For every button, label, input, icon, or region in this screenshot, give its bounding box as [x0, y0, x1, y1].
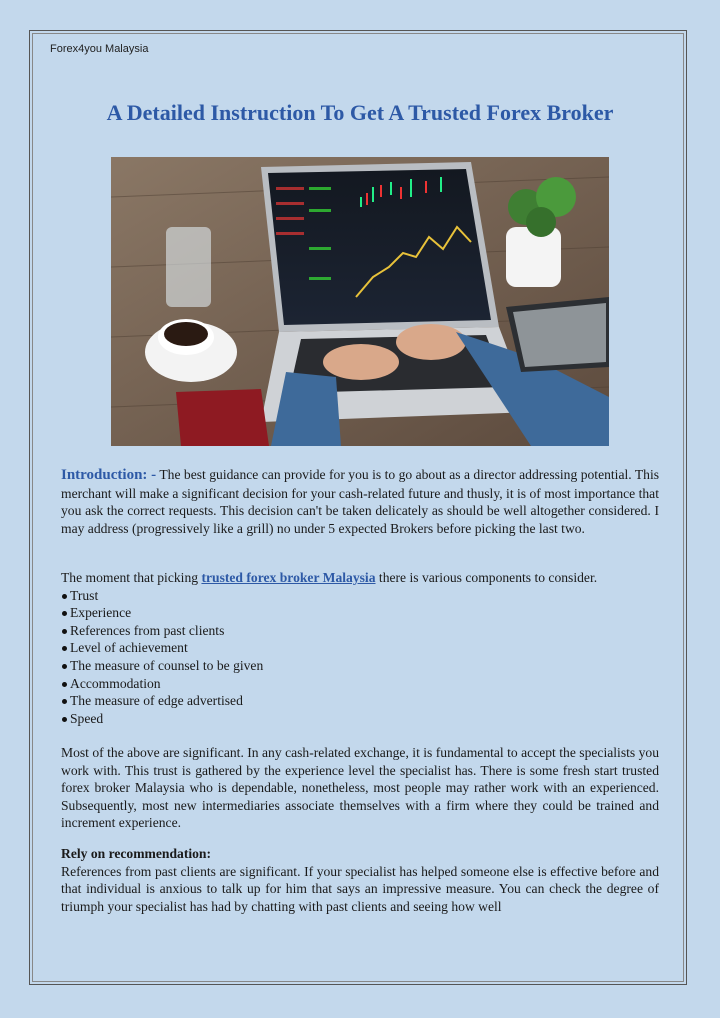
hero-illustration	[111, 157, 609, 446]
trust-paragraph: Most of the above are significant. In any cash-related exchange, it is fundamental to accept the specialists you work with. This trust is gathered by the experience level the specialist has. There is some fresh start trusted forex broker Malaysia who is dependable, nonetheless, most people may rather work with an experienced. Subsequently, most new intermediaries associate themselves with a firm where they could be trained and increment experience.	[61, 745, 659, 831]
intro-text: The best guidance can provide for you is to go about as a director addressing potential. This merchant will make a significant decision for your cash-related future and thusly, it is of most importance that you ask the correct requests. This decision can't be taken delicately as should be well altogether considered. I may address (progressively like a grill) no under 5 expected Brokers before picking the last two.	[61, 467, 660, 536]
components-section	[61, 569, 659, 727]
components-prefix: The moment that picking	[61, 570, 199, 585]
site-name-header: Forex4you Malaysia	[50, 43, 149, 55]
list-item: References from past clients	[61, 622, 659, 640]
list-item: Speed	[61, 710, 659, 728]
intro-label: Introduction: -	[61, 467, 157, 483]
list-item: The measure of counsel to be given	[61, 657, 659, 675]
components-intro	[61, 569, 659, 587]
trusted-broker-link[interactable]: trusted forex broker Malaysia	[201, 570, 376, 585]
recommendation-heading: Rely on recommendation:	[61, 846, 212, 861]
list-item: The measure of edge advertised	[61, 692, 659, 710]
list-item: Trust	[61, 587, 659, 605]
recommendation-section	[61, 845, 659, 915]
intro-paragraph	[61, 466, 659, 537]
hero-image	[111, 157, 609, 446]
components-list	[61, 587, 659, 728]
list-item: Accommodation	[61, 675, 659, 693]
article-title: A Detailed Instruction To Get A Trusted Forex Broker	[106, 100, 614, 125]
recommendation-text: References from past clients are significant. If your specialist has helped someone else is effective before and that individual is anxious to talk up for him that says an impressive measure. You can check the degree of triumph your specialist has had by chatting with past clients and seeing how well	[61, 863, 659, 914]
list-item: Level of achievement	[61, 639, 659, 657]
components-suffix: there is various components to consider.	[378, 570, 598, 585]
list-item: Experience	[61, 604, 659, 622]
